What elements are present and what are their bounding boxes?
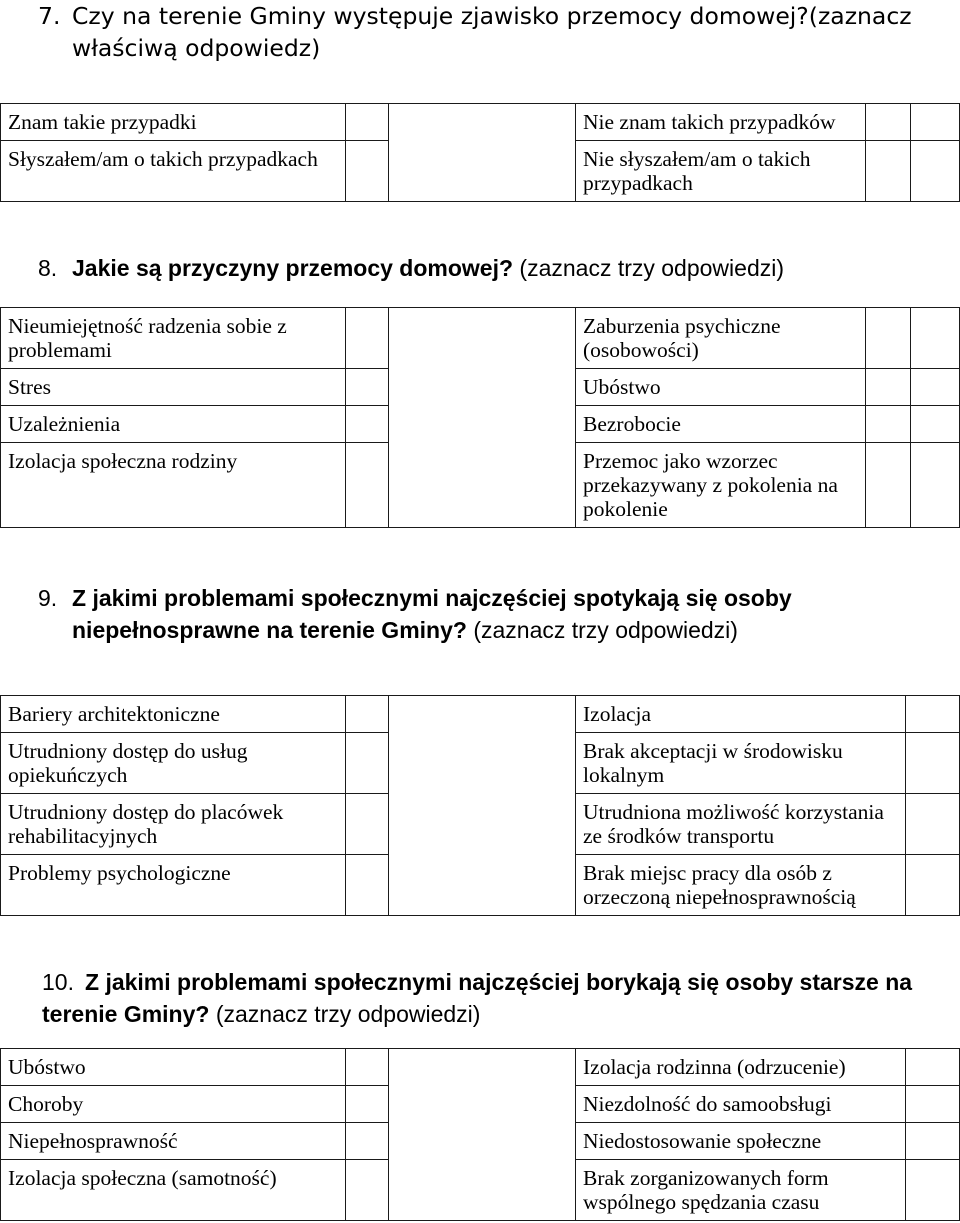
checkbox-cell[interactable] xyxy=(866,443,911,528)
checkbox-cell[interactable] xyxy=(906,1086,960,1123)
question-text: terenie Gminy? xyxy=(42,1001,210,1027)
checkbox-cell[interactable] xyxy=(866,141,911,202)
checkbox-cell[interactable] xyxy=(346,141,389,202)
option-label: Izolacja społeczna rodziny xyxy=(1,443,346,528)
option-label: Bezrobocie xyxy=(576,406,866,443)
checkbox-cell[interactable] xyxy=(911,308,960,369)
checkbox-cell[interactable] xyxy=(906,696,960,733)
option-label: Brak miejsc pracy dla osób z orzeczoną niepełnosprawnością xyxy=(576,855,906,916)
question-text-wrapper xyxy=(42,998,480,1030)
checkbox-cell[interactable] xyxy=(906,855,960,916)
option-label: Izolacja rodzinna (odrzucenie) xyxy=(576,1049,906,1086)
checkbox-cell[interactable] xyxy=(911,406,960,443)
question-text: niepełnosprawne na terenie Gminy? xyxy=(72,617,467,643)
question-7-options-table xyxy=(0,103,960,202)
question-text: właściwą odpowiedz) xyxy=(72,34,321,62)
option-label: Izolacja społeczna (samotność) xyxy=(1,1160,346,1221)
checkbox-cell[interactable] xyxy=(866,406,911,443)
question-8-options-table xyxy=(0,307,960,528)
question-line xyxy=(0,582,960,614)
question-line xyxy=(0,966,960,998)
checkbox-cell[interactable] xyxy=(866,104,911,141)
question-number: 10. xyxy=(42,969,74,995)
question-9-header xyxy=(0,582,960,646)
checkbox-cell[interactable] xyxy=(346,1123,389,1160)
option-label: Choroby xyxy=(1,1086,346,1123)
option-label: Przemoc jako wzorzec przekazywany z pokolenia na pokolenie xyxy=(576,443,866,528)
question-9-options-table xyxy=(0,695,960,916)
question-text: Jakie są przyczyny przemocy domowej? xyxy=(72,255,514,281)
checkbox-cell[interactable] xyxy=(346,104,389,141)
checkbox-cell[interactable] xyxy=(346,369,389,406)
question-number: 8. xyxy=(38,255,58,281)
option-label: Nie słyszałem/am o takich przypadkach xyxy=(576,141,866,202)
table-row xyxy=(1,104,960,141)
checkbox-cell[interactable] xyxy=(911,141,960,202)
question-line xyxy=(0,998,960,1030)
checkbox-cell[interactable] xyxy=(866,369,911,406)
table-row xyxy=(1,1049,960,1086)
option-label: Nie znam takich przypadków xyxy=(576,104,866,141)
option-label: Znam takie przypadki xyxy=(1,104,346,141)
checkbox-cell[interactable] xyxy=(346,443,389,528)
option-label: Ubóstwo xyxy=(1,1049,346,1086)
spacer-cell xyxy=(389,104,576,202)
checkbox-cell[interactable] xyxy=(346,733,389,794)
question-text-wrapper xyxy=(72,614,738,646)
instruction-text: (zaznacz trzy odpowiedzi) xyxy=(519,255,785,281)
question-line xyxy=(0,614,960,646)
option-label: Niedostosowanie społeczne xyxy=(576,1123,906,1160)
question-10-options-table xyxy=(0,1048,960,1221)
checkbox-cell[interactable] xyxy=(346,1049,389,1086)
checkbox-cell[interactable] xyxy=(346,794,389,855)
option-label: Niepełnosprawność xyxy=(1,1123,346,1160)
checkbox-cell[interactable] xyxy=(906,1049,960,1086)
option-label: Nieumiejętność radzenia sobie z problemami xyxy=(1,308,346,369)
option-label: Bariery architektoniczne xyxy=(1,696,346,733)
table-row xyxy=(1,308,960,369)
option-label: Utrudniona możliwość korzystania ze środków transportu xyxy=(576,794,906,855)
option-label: Utrudniony dostęp do usług opiekuńczych xyxy=(1,733,346,794)
question-7-header xyxy=(0,0,960,64)
question-line xyxy=(0,252,960,284)
option-label: Ubóstwo xyxy=(576,369,866,406)
option-label: Brak zorganizowanych form wspólnego spędzania czasu xyxy=(576,1160,906,1221)
question-number: 9. xyxy=(38,585,58,611)
question-number: 7. xyxy=(38,2,61,30)
option-label: Utrudniony dostęp do placówek rehabilitacyjnych xyxy=(1,794,346,855)
option-label: Izolacja xyxy=(576,696,906,733)
checkbox-cell[interactable] xyxy=(346,855,389,916)
option-label: Brak akceptacji w środowisku lokalnym xyxy=(576,733,906,794)
question-text: Z jakimi problemami społecznymi najczęściej spotykają się osoby xyxy=(72,585,792,611)
option-label: Uzależnienia xyxy=(1,406,346,443)
spacer-cell xyxy=(389,1049,576,1221)
spacer-cell xyxy=(389,696,576,916)
question-10-header xyxy=(0,966,960,1030)
checkbox-cell[interactable] xyxy=(346,406,389,443)
question-8-header xyxy=(0,252,960,284)
checkbox-cell[interactable] xyxy=(911,443,960,528)
question-line xyxy=(0,32,960,64)
option-label: Problemy psychologiczne xyxy=(1,855,346,916)
question-text-wrapper xyxy=(72,252,784,284)
spacer-cell xyxy=(389,308,576,528)
checkbox-cell[interactable] xyxy=(346,696,389,733)
checkbox-cell[interactable] xyxy=(906,1160,960,1221)
question-text: Z jakimi problemami społecznymi najczęściej borykają się osoby starsze na xyxy=(85,969,913,995)
checkbox-cell[interactable] xyxy=(911,369,960,406)
question-text: Czy na terenie Gminy występuje zjawisko przemocy domowej?(zaznacz xyxy=(72,2,912,30)
option-label: Stres xyxy=(1,369,346,406)
checkbox-cell[interactable] xyxy=(346,308,389,369)
instruction-text: (zaznacz trzy odpowiedzi) xyxy=(473,617,738,643)
table-row xyxy=(1,696,960,733)
checkbox-cell[interactable] xyxy=(346,1160,389,1221)
option-label: Niezdolność do samoobsługi xyxy=(576,1086,906,1123)
checkbox-cell[interactable] xyxy=(906,1123,960,1160)
option-label: Słyszałem/am o takich przypadkach xyxy=(1,141,346,202)
checkbox-cell[interactable] xyxy=(911,104,960,141)
instruction-text: (zaznacz trzy odpowiedzi) xyxy=(215,1001,481,1027)
option-label: Zaburzenia psychiczne (osobowości) xyxy=(576,308,866,369)
checkbox-cell[interactable] xyxy=(346,1086,389,1123)
question-line xyxy=(0,0,960,32)
checkbox-cell[interactable] xyxy=(906,794,960,855)
checkbox-cell[interactable] xyxy=(906,733,960,794)
checkbox-cell[interactable] xyxy=(866,308,911,369)
